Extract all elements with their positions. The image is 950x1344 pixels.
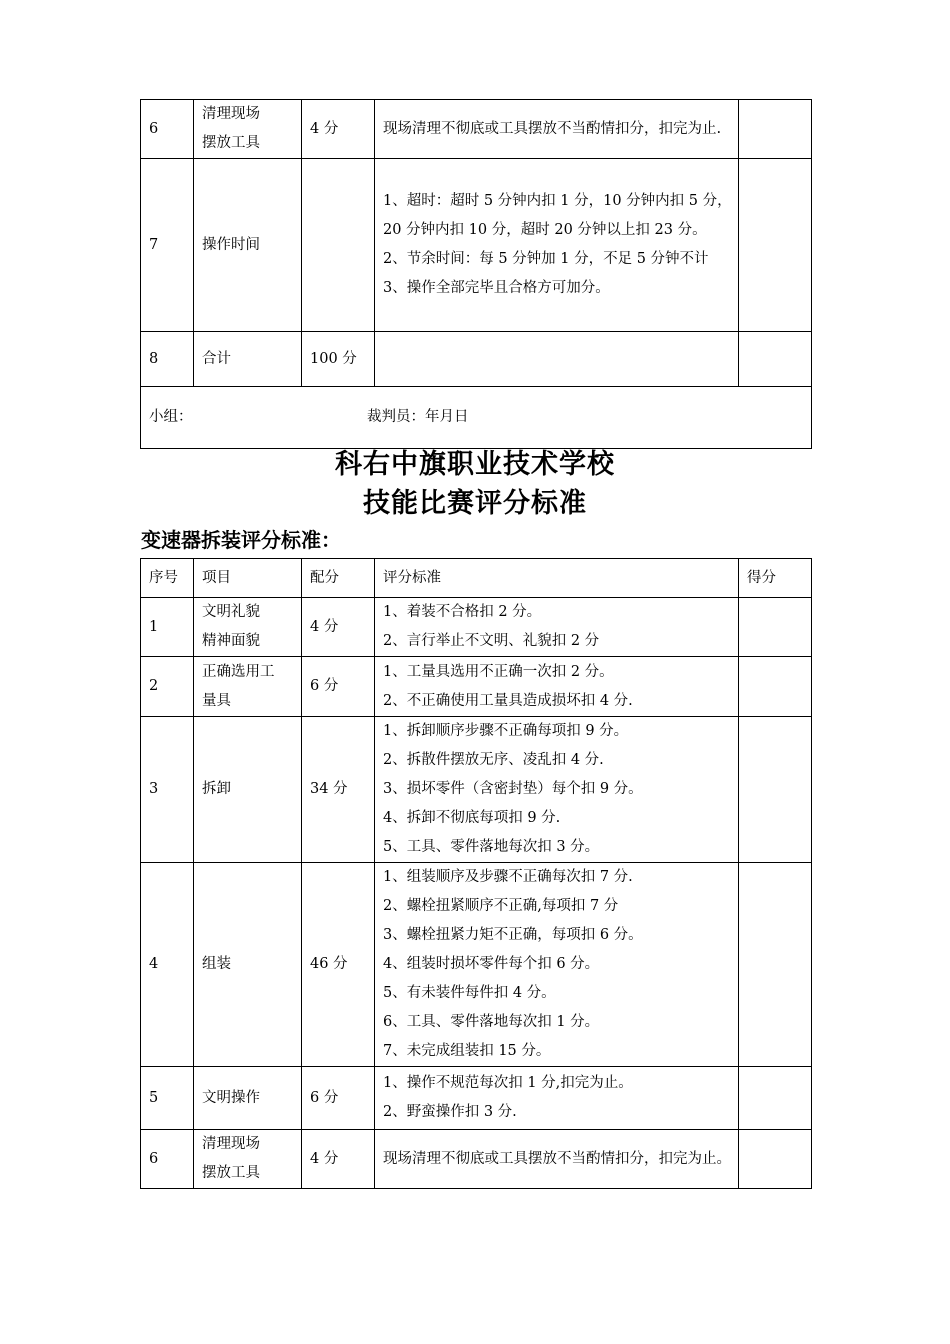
row-criteria-line: 4、拆卸不彻底每项扣 9 分.: [383, 810, 561, 826]
row-item-line: 合计: [202, 350, 231, 367]
row-criteria-line: 1、着装不合格扣 2 分。: [383, 604, 542, 620]
row-score: 4 分: [302, 1130, 375, 1189]
document-title: 技能比赛评分标准: [363, 488, 587, 519]
row-no: 8: [141, 332, 194, 387]
top-scoring-table: [140, 99, 812, 449]
table-row: [141, 863, 812, 1067]
row-item-line: 摆放工具: [202, 135, 260, 151]
row-got: [739, 863, 812, 1067]
table-row: [141, 598, 812, 657]
row-item: [194, 598, 302, 657]
row-criteria-line: 1、操作不规范每次扣 1 分,扣完为止。: [383, 1075, 633, 1091]
row-criteria: [375, 717, 739, 863]
row-item-line: 文明礼貌: [202, 604, 260, 620]
row-got: [739, 332, 812, 387]
group-label: 小组：: [149, 409, 193, 425]
row-criteria: [375, 863, 739, 1067]
row-criteria-line: 2、拆散件摆放无序、凌乱扣 4 分.: [383, 752, 604, 768]
row-criteria-line: 5、有未装件每件扣 4 分。: [383, 985, 556, 1001]
header-criteria: 评分标准: [375, 559, 739, 598]
row-score: 34 分: [302, 717, 375, 863]
row-score: 4 分: [302, 100, 375, 159]
gearbox-scoring-table: [140, 558, 812, 1189]
row-item: [194, 100, 302, 159]
row-criteria-line: 4、组装时损坏零件每个扣 6 分。: [383, 956, 600, 972]
row-criteria-line: 2、节余时间：每 5 分钟加 1 分，不足 5 分钟不计: [383, 251, 709, 267]
row-criteria-line: 7、未完成组装扣 15 分。: [383, 1043, 551, 1059]
row-got: [739, 159, 812, 332]
row-criteria-line: 2、不正确使用工量具造成损坏扣 4 分.: [383, 692, 633, 709]
row-no: 3: [141, 717, 194, 863]
row-item-line: 正确选用工: [202, 663, 275, 680]
row-criteria-line: 2、螺栓扭紧顺序不正确,每项扣 7 分: [383, 898, 619, 914]
table-row: [141, 657, 812, 717]
row-no: 4: [141, 863, 194, 1067]
row-criteria: [375, 159, 739, 332]
signature-cell: [141, 387, 812, 449]
row-item-line: 操作时间: [202, 236, 260, 253]
row-no: 5: [141, 1067, 194, 1130]
row-item-line: 清理现场: [202, 106, 260, 122]
row-criteria-line: 5、工具、零件落地每次扣 3 分。: [383, 839, 600, 855]
table-row: [141, 100, 812, 159]
row-got: [739, 100, 812, 159]
row-got: [739, 1130, 812, 1189]
row-item: [194, 717, 302, 863]
row-criteria: [375, 598, 739, 657]
row-criteria-line: 6、工具、零件落地每次扣 1 分。: [383, 1014, 600, 1030]
row-item-line: 组装: [202, 956, 231, 972]
row-criteria-line: 现场清理不彻底或工具摆放不当酌情扣分，扣完为止。: [383, 1150, 731, 1167]
row-no: 1: [141, 598, 194, 657]
section-heading: 变速器拆装评分标准：: [141, 528, 341, 552]
row-criteria-line: 3、损坏零件（含密封垫）每个扣 9 分。: [383, 781, 643, 797]
row-criteria: [375, 1067, 739, 1130]
school-title: 科右中旗职业技术学校: [335, 449, 615, 480]
row-got: [739, 657, 812, 717]
row-criteria: [375, 1130, 739, 1189]
header-no: 序号: [141, 559, 194, 598]
row-score: 6 分: [302, 657, 375, 717]
row-criteria-line: 3、操作全部完毕且合格方可加分。: [383, 280, 610, 296]
row-got: [739, 717, 812, 863]
row-item-line: 拆卸: [202, 781, 231, 797]
row-no: 7: [141, 159, 194, 332]
header-got: 得分: [739, 559, 812, 598]
row-score: 4 分: [302, 598, 375, 657]
row-criteria-line: 1、工量具选用不正确一次扣 2 分。: [383, 663, 614, 680]
row-item: [194, 1130, 302, 1189]
row-score: 46 分: [302, 863, 375, 1067]
row-score: 100 分: [302, 332, 375, 387]
row-item-line: 精神面貌: [202, 633, 260, 649]
table-row: [141, 1067, 812, 1130]
row-criteria-line: 3、螺栓扭紧力矩不正确，每项扣 6 分。: [383, 927, 643, 943]
row-criteria: [375, 100, 739, 159]
row-score: [302, 159, 375, 332]
row-item: [194, 1067, 302, 1130]
row-criteria-line: 现场清理不彻底或工具摆放不当酌情扣分，扣完为止.: [383, 120, 722, 137]
row-got: [739, 598, 812, 657]
header-row: [141, 559, 812, 598]
row-item-line: 摆放工具: [202, 1165, 260, 1181]
row-criteria-line: 2、言行举止不文明、礼貌扣 2 分: [383, 633, 600, 649]
row-criteria-line: 1、拆卸顺序步骤不正确每项扣 9 分。: [383, 723, 629, 739]
row-item-line: 清理现场: [202, 1136, 260, 1152]
row-no: 6: [141, 100, 194, 159]
row-score: 6 分: [302, 1067, 375, 1130]
row-got: [739, 1067, 812, 1130]
judge-label: 裁判员：年月日: [367, 409, 469, 425]
row-item: [194, 657, 302, 717]
table-row: [141, 717, 812, 863]
row-item-line: 量具: [202, 692, 231, 709]
row-criteria: [375, 332, 739, 387]
signature-row: [141, 387, 812, 449]
row-item: [194, 159, 302, 332]
main-table-body: [141, 598, 812, 1189]
header-score: 配分: [302, 559, 375, 598]
table-row: [141, 332, 812, 387]
row-item-line: 文明操作: [202, 1089, 260, 1106]
row-criteria: [375, 657, 739, 717]
row-item: [194, 332, 302, 387]
row-no: 6: [141, 1130, 194, 1189]
row-criteria-line: 2、野蛮操作扣 3 分.: [383, 1104, 517, 1120]
header-item: 项目: [194, 559, 302, 598]
row-item: [194, 863, 302, 1067]
row-no: 2: [141, 657, 194, 717]
top-table-body: [141, 100, 812, 449]
row-criteria-line: 1、超时：超时 5 分钟内扣 1 分，10 分钟内扣 5 分，20 分钟内扣 10 分，超时 20 分钟以上扣 23 分。: [383, 193, 732, 238]
table-row: [141, 1130, 812, 1189]
row-criteria-line: 1、组装顺序及步骤不正确每次扣 7 分.: [383, 869, 633, 885]
table-row: [141, 159, 812, 332]
